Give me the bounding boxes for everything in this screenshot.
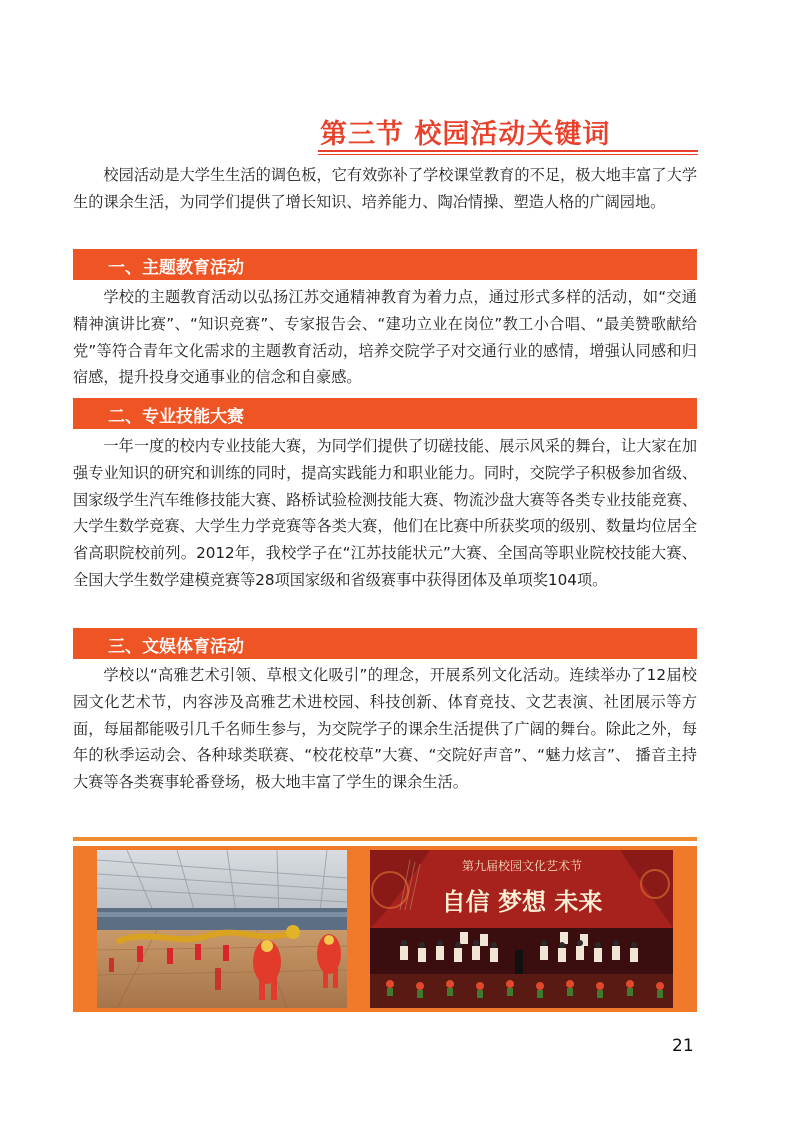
section-body-theme-education: 学校的主题教育活动以弘扬江苏交通精神教育为着力点，通过形式多样的活动，如“交通精神演讲比赛”、“知识竞赛”、专家报告会、“建功立业在岗位”教工小合唱、“最美赞歌献给党”等符合青年文化需求的主题教育活动，培养交院学子对交通行业的感情，增强认同感和归宿感，提升投身交通事业的信念和自豪感。	[73, 288, 697, 387]
page-number: 21	[672, 1036, 694, 1056]
section-bar-arts-sports	[73, 628, 697, 659]
title-underline-thin	[318, 154, 698, 155]
banner-title: 第九届校园文化艺术节	[461, 859, 583, 873]
page-title: 第三节 校园活动关键词	[320, 119, 611, 150]
banner-slogan: 自信 梦想 未来	[441, 887, 603, 916]
orchestra-photo	[370, 850, 673, 1008]
photo-band	[73, 846, 697, 1012]
section-body-arts-sports: 学校以“高雅艺术引领、草根文化吸引”的理念，开展系列文化活动。连续举办了12届校园文化艺术节，内容涉及高雅艺术进校园、科技创新、体育竞技、文艺表演、社团展示等方面，每届都能吸引几千名师生参与，为交院学子的课余生活提供了广阔的舞台。除此之外，每年的秋季运动会、各种球类联赛、“校花校草”大赛、“交院好声音”、“魅力炫言”、 播音主持大赛等各类赛事轮番登场，极大地丰富了学生的课余生活。	[73, 666, 697, 792]
lion-dance-photo	[97, 850, 347, 1008]
section-body-skills-competition: 一年一度的校内专业技能大赛，为同学们提供了切磋技能、展示风采的舞台，让大家在加强专业知识的研究和训练的同时，提高实践能力和职业能力。同时，交院学子积极参加省级、国家级学生汽车维修技能大赛、路桥试验检测技能大赛、物流沙盘大赛等各类专业技能竞赛、大学生数学竞赛、大学生力学竞赛等各类大赛，他们在比赛中所获奖项的级别、数量均位居全省高职院校前列。2012年，我校学子在“江苏技能状元”大赛、全国高等职业院校技能大赛、全国大学生数学建模竞赛等28项国家级和省级赛事中获得团体及单项奖104项。	[73, 437, 697, 589]
photo-band-rule	[73, 837, 697, 841]
title-underline	[318, 150, 698, 152]
section-bar-skills-competition	[73, 398, 697, 429]
page-title-block	[318, 108, 698, 154]
intro-paragraph: 校园活动是大学生生活的调色板，它有效弥补了学校课堂教育的不足，极大地丰富了大学生的课余生活，为同学们提供了增长知识、培养能力、陶冶情操、塑造人格的广阔园地。	[73, 166, 697, 211]
section-bar-theme-education	[73, 249, 697, 280]
section-heading: 一、主题教育活动	[108, 258, 244, 278]
section-heading: 二、专业技能大赛	[108, 407, 244, 427]
section-heading: 三、文娱体育活动	[108, 637, 244, 657]
